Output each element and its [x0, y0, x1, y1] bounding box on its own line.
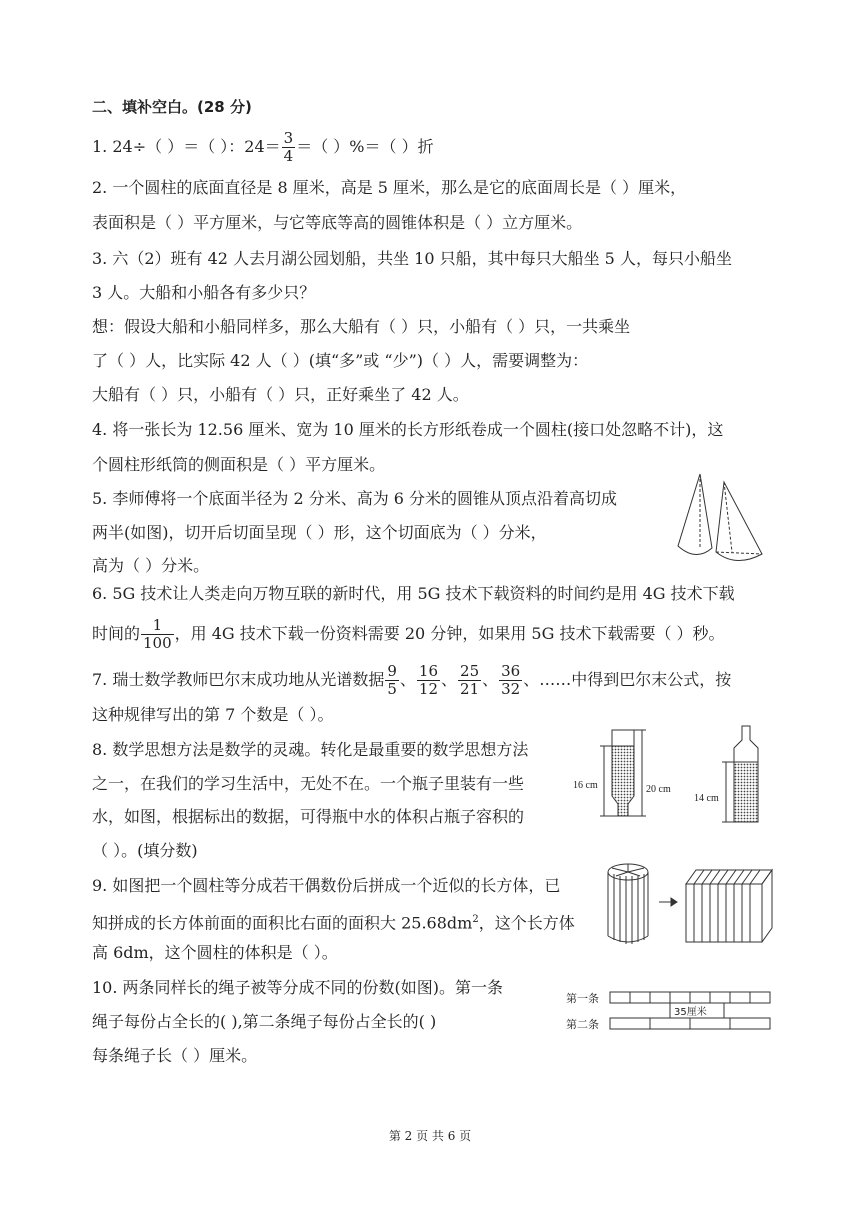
question-3-line-1: 3. 六（2）班有 42 人去月湖公园划船，共坐 10 只船，其中每只大船坐 5 人，每只小船坐	[92, 249, 732, 268]
question-10-line-1: 10. 两条同样长的绳子被等分成不同的份数(如图)。第一条	[92, 978, 504, 997]
rope-1-label: 第一条	[566, 992, 599, 1005]
section-title: 二、填补空白。(28 分)	[92, 98, 252, 116]
fraction-9-5: $\frac{9}{5}$	[387, 662, 397, 698]
rope-length-label: 35厘米	[674, 1007, 707, 1018]
fraction-16-12: $\frac{16}{12}$	[418, 662, 439, 698]
question-5-line-2: 两半(如图)，切开后切面呈现（ ）形，这个切面底为（ ）分米，	[92, 523, 547, 542]
question-5-line-1: 5. 李师傅将一个底面半径为 2 分米、高为 6 分米的圆锥从顶点沿着高切成	[92, 489, 618, 508]
question-10-line-2: 绳子每份占全长的( ),第二条绳子每份占全长的( )	[92, 1012, 437, 1031]
question-8-line-1: 8. 数学思想方法是数学的灵魂。转化是最重要的数学思想方法	[92, 740, 529, 759]
question-1: 1. 24÷（ ）＝（ ）：24＝ $\frac{3}{4}$ ＝（ ）%＝（ ）折	[92, 129, 434, 165]
question-7-line-1: 7. 瑞士数学教师巴尔末成功地从光谱数据 $\frac{9}{5}$ 、 $\frac{16}{12}$ 、 $\frac{25}{21}$ 、 $\frac{36}{32}$ 、……中得到巴尔末公式，按	[92, 662, 732, 698]
question-5-line-3: 高为（ ）分米。	[92, 556, 210, 575]
question-9-line-1: 9. 如图把一个圆柱等分成若干偶数份后拼成一个近似的长方体，已	[92, 876, 561, 895]
rope-2-label: 第二条	[566, 1018, 599, 1031]
question-2-line-2: 表面积是（ ）平方厘米，与它等底等高的圆锥体积是（ ）立方厘米。	[92, 213, 583, 232]
question-3-line-4: 了（ ）人，比实际 42 人（ ）(填“多”或 “少”)（ ）人，需要调整为：	[92, 351, 589, 370]
question-3-line-2: 3 人。大船和小船各有多少只？	[92, 283, 316, 302]
cone-cut-figure	[672, 468, 772, 568]
question-8-line-4: （ ）。(填分数)	[92, 841, 198, 860]
question-8-line-3: 水，如图，根据标出的数据，可得瓶中水的体积占瓶子容积的	[92, 807, 525, 826]
bottle-label-14cm: 14 cm	[694, 793, 719, 804]
question-2-line-1: 2. 一个圆柱的底面直径是 8 厘米，高是 5 厘米，那么是它的底面周长是（ ）厘米，	[92, 178, 687, 197]
page-footer: 第 2 页 共 6 页	[388, 1129, 472, 1143]
question-9-line-2: 知拼成的长方体前面的面积比右面的面积大 $25.68dm^2$，这个长方体	[92, 913, 575, 933]
question-3-line-5: 大船有（ ）只，小船有（ ）只，正好乘坐了 42 人。	[92, 385, 469, 404]
question-3-line-3: 想：假设大船和小船同样多，那么大船有（ ）只，小船有（ ）只，一共乘坐	[92, 317, 631, 336]
fraction: $\frac{1}{100}$	[143, 616, 172, 652]
question-9-line-3: 高 6dm，这个圆柱的体积是（ ）。	[92, 943, 338, 962]
question-6-line-2: 时间的 $\frac{1}{100}$ ，用 4G 技术下载一份资料需要 20 分钟，如果用 5G 技术下载需要（ ）秒。	[92, 616, 725, 652]
bottle-figure	[572, 718, 777, 833]
question-4-line-2: 个圆柱形纸筒的侧面积是（ ）平方厘米。	[92, 455, 386, 474]
fraction-36-32: $\frac{36}{32}$	[501, 662, 521, 698]
question-6-line-1: 6. 5G 技术让人类走向万物互联的新时代，用 5G 技术下载资料的时间约是用 4G 技术下载	[92, 584, 735, 603]
question-8-line-2: 之一，在我们的学习生活中，无处不在。一个瓶子里装有一些	[92, 774, 525, 793]
cylinder-to-cuboid-figure	[604, 856, 776, 951]
fraction: $\frac{3}{4}$	[283, 129, 294, 165]
question-7-line-2: 这种规律写出的第 7 个数是（ ）。	[92, 705, 334, 724]
bottle-label-20cm: 20 cm	[646, 784, 671, 795]
bottle-label-16cm: 16 cm	[573, 780, 598, 791]
fraction-25-21: $\frac{25}{21}$	[460, 662, 480, 698]
question-4-line-1: 4. 将一张长为 12.56 厘米、宽为 10 厘米的长方形纸卷成一个圆柱(接口处忽略不计)，这	[92, 420, 724, 439]
question-10-line-3: 每条绳子长（ ）厘米。	[92, 1046, 258, 1065]
rope-figure	[566, 986, 778, 1036]
